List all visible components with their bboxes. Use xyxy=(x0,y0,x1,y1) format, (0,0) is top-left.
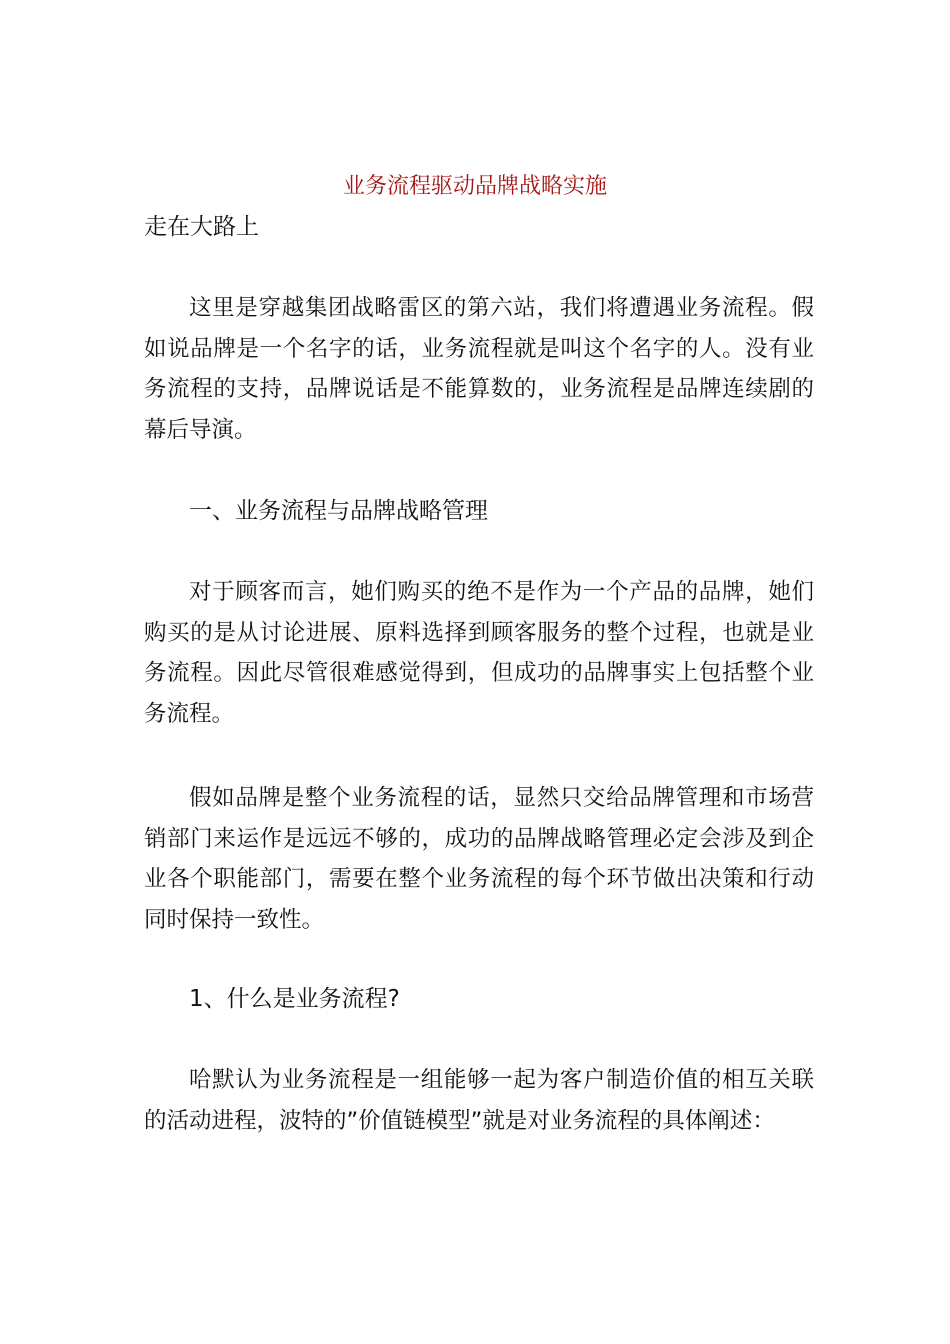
paragraph-customer: 对于顾客而言，她们购买的绝不是作为一个产品的品牌，她们购买的是从讨论进展、原料选择到顾客服务的整个过程，也就是业务流程。因此尽管很难感觉得到，但成功的品牌事实上包括整个业务流程。 xyxy=(144,579,814,727)
section-heading-1: 一、业务流程与品牌战略管理 xyxy=(189,498,488,524)
author-line: 走在大路上 xyxy=(144,214,259,240)
paragraph-intro: 这里是穿越集团战略雷区的第六站，我们将遭遇业务流程。假如说品牌是一个名字的话，业务流程就是叫这个名字的人。没有业务流程的支持，品牌说话是不能算数的，业务流程是品牌连续剧的幕后导演。 xyxy=(144,295,814,443)
paragraph-brand-process: 假如品牌是整个业务流程的话，显然只交给品牌管理和市场营销部门来运作是远远不够的，成功的品牌战略管理必定会涉及到企业各个职能部门，需要在整个业务流程的每个环节做出决策和行动同时保持一致性。 xyxy=(144,785,814,933)
paragraph-definition: 哈默认为业务流程是一组能够一起为客户制造价值的相互关联的活动进程，波特的”价值链模型”就是对业务流程的具体阐述： xyxy=(144,1067,814,1134)
section-heading-2: 1、什么是业务流程? xyxy=(189,986,400,1012)
document-title: 业务流程驱动品牌战略实施 xyxy=(342,174,607,199)
